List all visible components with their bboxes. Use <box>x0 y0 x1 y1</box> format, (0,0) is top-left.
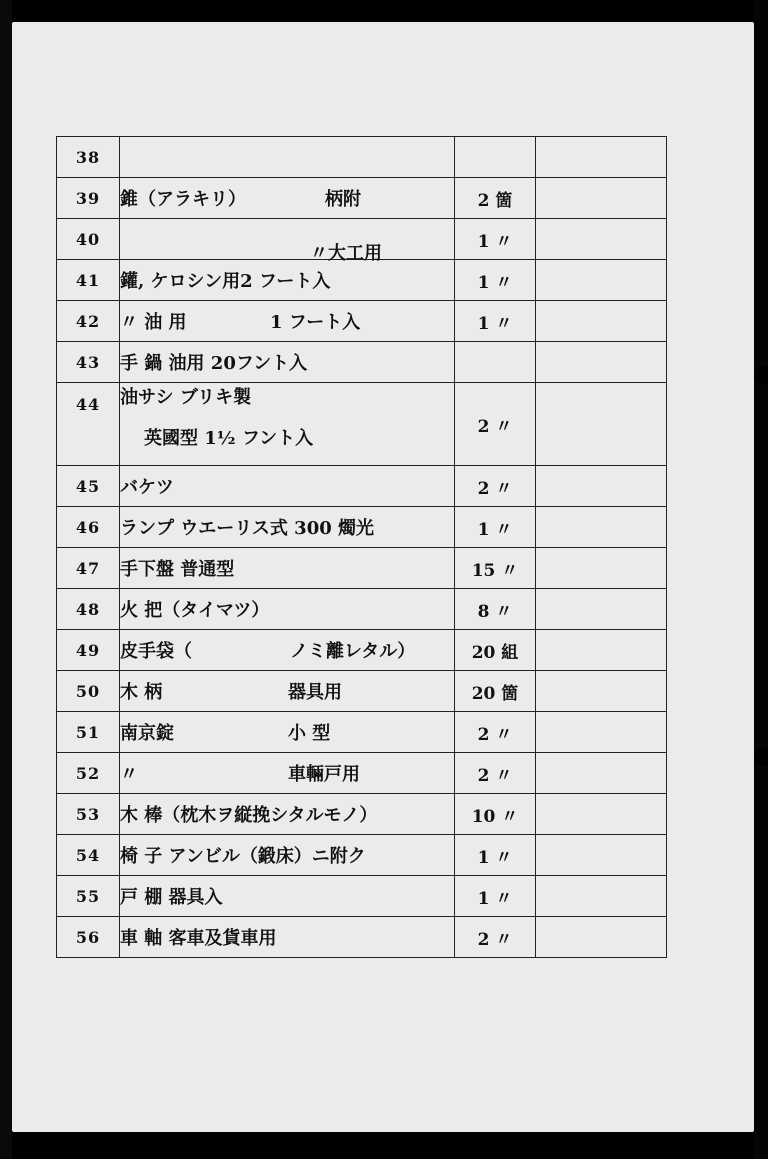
item-spec: 1 フート入 <box>270 312 361 333</box>
inventory-table <box>56 136 667 958</box>
item-quantity: 20 組 <box>455 630 536 671</box>
item-number: 56 <box>57 917 120 958</box>
item-sub-spec: 英國型 1½ フント入 <box>144 428 314 449</box>
item-quantity: 2 〃 <box>455 712 536 753</box>
remarks-cell <box>536 835 667 876</box>
remarks-cell <box>536 876 667 917</box>
scan-right-margin <box>754 0 768 1159</box>
item-number: 48 <box>57 589 120 630</box>
binding-hole <box>754 366 768 384</box>
remarks-cell <box>536 137 667 178</box>
table-row <box>57 507 667 548</box>
item-quantity: 1 〃 <box>455 260 536 301</box>
item-number: 53 <box>57 794 120 835</box>
item-name: 油サシ ブリキ製 英國型 1½ フント入 <box>120 383 455 466</box>
item-name: 南京錠 小 型 <box>120 712 455 753</box>
table-row <box>57 548 667 589</box>
item-number: 42 <box>57 301 120 342</box>
item-quantity: 15 〃 <box>455 548 536 589</box>
item-number: 45 <box>57 466 120 507</box>
remarks-cell <box>536 507 667 548</box>
remarks-cell <box>536 342 667 383</box>
table-row <box>57 794 667 835</box>
remarks-cell <box>536 260 667 301</box>
item-spec: 小 型 <box>288 723 331 744</box>
item-spec: ノミ離レタル） <box>290 641 416 662</box>
item-number: 46 <box>57 507 120 548</box>
item-number: 39 <box>57 178 120 219</box>
item-name <box>120 137 455 178</box>
item-name: 火 把（タイマツ） <box>120 589 455 630</box>
item-quantity: 2 〃 <box>455 753 536 794</box>
item-name: 手 鍋 油用 20フント入 <box>120 342 455 383</box>
item-spec: 柄附 <box>325 189 361 210</box>
remarks-cell <box>536 301 667 342</box>
item-name: 皮手袋（ ノミ離レタル） <box>120 630 455 671</box>
item-spec: 車輛戸用 <box>288 764 360 785</box>
item-quantity: 2 〃 <box>455 466 536 507</box>
table-row <box>57 589 667 630</box>
item-number: 47 <box>57 548 120 589</box>
remarks-cell <box>536 383 667 466</box>
item-name: 手下盤 普通型 <box>120 548 455 589</box>
remarks-cell <box>536 917 667 958</box>
item-number: 50 <box>57 671 120 712</box>
item-quantity: 1 〃 <box>455 835 536 876</box>
table-row <box>57 383 667 466</box>
item-quantity: 2 箇 <box>455 178 536 219</box>
item-name: 〃 油 用 1 フート入 <box>120 301 455 342</box>
item-number: 55 <box>57 876 120 917</box>
binding-hole <box>754 748 768 766</box>
item-number: 43 <box>57 342 120 383</box>
scan-left-margin <box>0 0 12 1159</box>
table-row <box>57 712 667 753</box>
remarks-cell <box>536 178 667 219</box>
item-number: 41 <box>57 260 120 301</box>
item-number: 44 <box>57 383 120 466</box>
table-row <box>57 630 667 671</box>
item-quantity: 8 〃 <box>455 589 536 630</box>
item-spec: 〃大工用 <box>310 243 382 264</box>
item-name: ランプ ウエーリス式 300 燭光 <box>120 507 455 548</box>
item-name: 戸 棚 器具入 <box>120 876 455 917</box>
item-name: 錐（アラキリ） 柄附 <box>120 178 455 219</box>
table-row <box>57 178 667 219</box>
item-name: 〃 車輛戸用 <box>120 753 455 794</box>
item-quantity: 1 〃 <box>455 301 536 342</box>
item-quantity: 2 〃 <box>455 383 536 466</box>
item-number: 52 <box>57 753 120 794</box>
item-spec: 器具用 <box>288 682 342 703</box>
remarks-cell <box>536 630 667 671</box>
item-name: 椅 子 アンビル（鍛床）ニ附ク <box>120 835 455 876</box>
remarks-cell <box>536 794 667 835</box>
item-number: 54 <box>57 835 120 876</box>
item-name <box>120 219 455 264</box>
item-number: 49 <box>57 630 120 671</box>
table-row <box>57 301 667 342</box>
remarks-cell <box>536 589 667 630</box>
remarks-cell <box>536 671 667 712</box>
table-row <box>57 671 667 712</box>
item-quantity <box>455 342 536 383</box>
table-row <box>57 260 667 301</box>
table-row <box>57 342 667 383</box>
item-name: 鑵, ケロシン用2 フート入 <box>120 260 455 301</box>
remarks-cell <box>536 466 667 507</box>
table-row <box>57 876 667 917</box>
item-quantity: 10 〃 <box>455 794 536 835</box>
item-quantity: 2 〃 <box>455 917 536 958</box>
item-quantity <box>455 137 536 178</box>
item-number: 51 <box>57 712 120 753</box>
item-name: バケツ <box>120 466 455 507</box>
table-row <box>57 137 667 178</box>
table-row <box>57 917 667 958</box>
item-number: 40 <box>57 219 120 260</box>
item-name: 車 軸 客車及貨車用 <box>120 917 455 958</box>
item-name: 木 棒（枕木ヲ縦挽シタルモノ） <box>120 794 455 835</box>
table-row <box>57 466 667 507</box>
item-quantity: 1 〃 <box>455 876 536 917</box>
item-quantity: 1 〃 <box>455 219 536 260</box>
table-row <box>57 835 667 876</box>
remarks-cell <box>536 219 667 260</box>
remarks-cell <box>536 712 667 753</box>
table-row <box>57 753 667 794</box>
item-name: 木 柄 器具用 <box>120 671 455 712</box>
item-number: 38 <box>57 137 120 178</box>
remarks-cell <box>536 753 667 794</box>
table-row <box>57 219 667 260</box>
remarks-cell <box>536 548 667 589</box>
item-quantity: 20 箇 <box>455 671 536 712</box>
item-quantity: 1 〃 <box>455 507 536 548</box>
